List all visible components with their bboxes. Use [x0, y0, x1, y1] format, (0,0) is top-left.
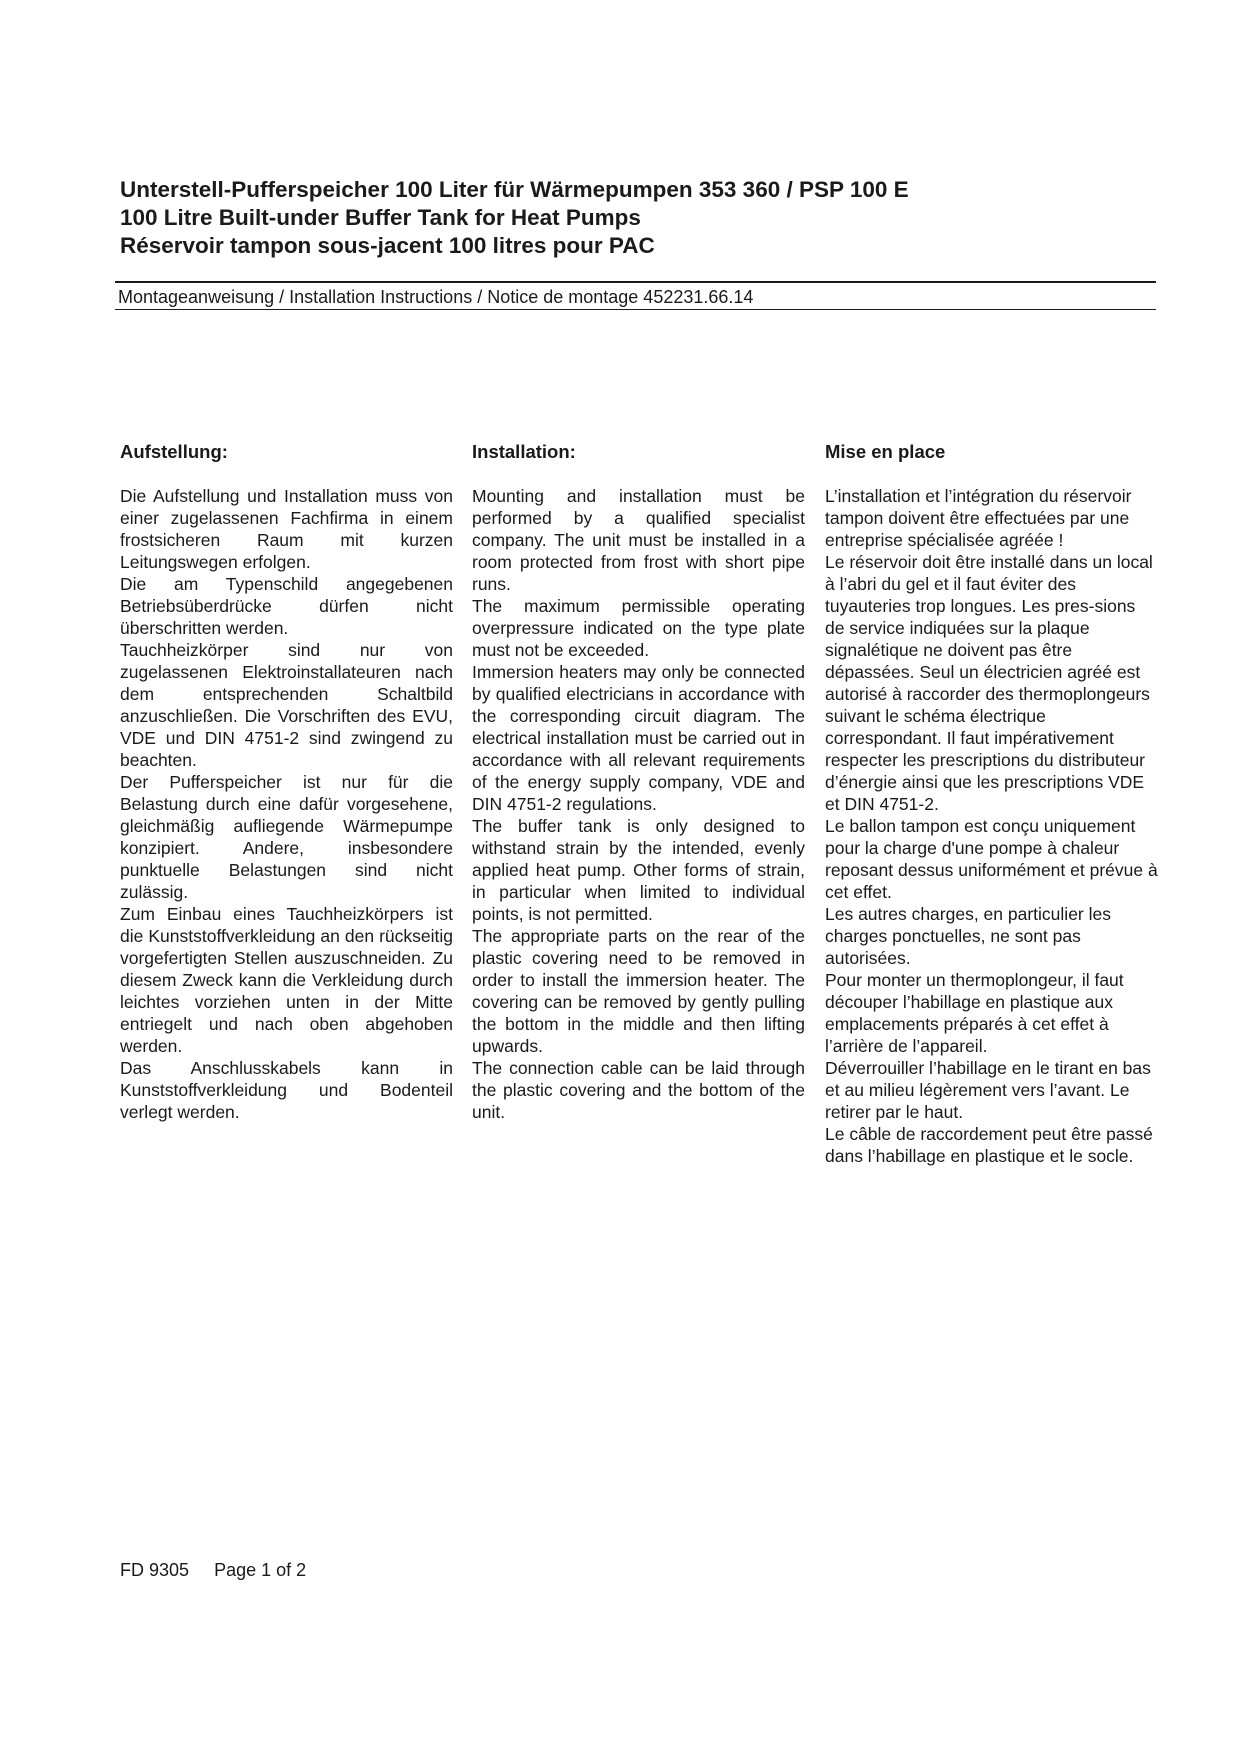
paragraph: The maximum permissible operating overpressure indicated on the type plate must not be exceeded.: [472, 596, 805, 660]
paragraph: Le ballon tampon est conçu uniquement pour la charge d'une pompe à chaleur reposant dessus uniformément et prévue à cet effet.: [825, 816, 1158, 902]
paragraph: The appropriate parts on the rear of the plastic covering need to be removed in order to install the immersion heater. The covering can be removed by gently pulling the bottom in the middle and then lifting upwards.: [472, 926, 805, 1056]
paragraph: Die am Typenschild angegebenen Betriebsüberdrücke dürfen nicht überschritten werden.: [120, 574, 453, 638]
document-title-block: [120, 176, 1150, 260]
title-french: Réservoir tampon sous-jacent 100 litres pour PAC: [120, 233, 655, 258]
page-footer: [120, 1559, 306, 1581]
paragraph: Le réservoir doit être installé dans un local à l’abri du gel et il faut éviter des tuyauteries trop longues. Les pres-sions de service indiquées sur la plaque signalétique ne doivent pas être dépassées. Seul un électricien agréé est autorisé à raccorder des thermoplongeurs suivant le schéma électrique correspondant. Il faut impérativement respecter les prescriptions du distributeur d’énergie ainsi que les prescriptions VDE et DIN 4751-2.: [825, 552, 1153, 814]
column-german-body: [120, 485, 453, 1123]
paragraph: Der Pufferspeicher ist nur für die Belastung durch eine dafür vorgesehene, gleichmäßig aufliegende Wärmepumpe konzipiert. Andere, insbesondere punktuelle Belastungen sind nicht zulässig.: [120, 772, 453, 902]
column-english-heading: Installation:: [472, 441, 576, 462]
title-english: 100 Litre Built-under Buffer Tank for Heat Pumps: [120, 205, 641, 230]
column-french-heading: Mise en place: [825, 441, 946, 462]
column-french-body: [825, 485, 1158, 1167]
paragraph: Die Aufstellung und Installation muss von einer zugelassenen Fachfirma in einem frostsicheren Raum mit kurzen Leitungswegen erfolgen.: [120, 486, 453, 572]
header-divider-top: [115, 281, 1156, 283]
column-french: [825, 441, 1158, 1167]
column-german-heading: Aufstellung:: [120, 441, 228, 462]
document-code: FD 9305: [120, 1560, 190, 1580]
column-english-body: [472, 485, 805, 1123]
document-subtitle: Montageanweisung / Installation Instructions / Notice de montage 452231.66.14: [118, 287, 754, 307]
column-english: [472, 441, 805, 1123]
paragraph: The buffer tank is only designed to withstand strain by the intended, evenly applied heat pump. Other forms of strain, in particular when limited to individual points, is not permitted.: [472, 816, 805, 924]
column-german: [120, 441, 453, 1123]
paragraph: Déverrouiller l’habillage en le tirant en bas et au milieu légèrement vers l’avant. Le retirer par le haut.: [825, 1058, 1151, 1122]
paragraph: Les autres charges, en particulier les charges ponctuelles, ne sont pas autorisées.: [825, 904, 1111, 968]
paragraph: The connection cable can be laid through the plastic covering and the bottom of the unit.: [472, 1058, 805, 1122]
paragraph: Zum Einbau eines Tauchheizkörpers ist die Kunststoffverkleidung an den rückseitig vorgefertigten Stellen auszuschneiden. Zu diesem Zweck kann die Verkleidung durch leichtes vorziehen unten in der Mitte entriegelt und nach oben abgehoben werden.: [120, 904, 453, 1056]
paragraph: L’installation et l’intégration du réservoir tampon doivent être effectuées par une entreprise spécialisée agréée !: [825, 486, 1132, 550]
paragraph: Le câble de raccordement peut être passé dans l’habillage en plastique et le socle.: [825, 1124, 1153, 1166]
paragraph: Tauchheizkörper sind nur von zugelassenen Elektroinstallateuren nach dem entsprechenden Schaltbild anzuschließen. Die Vorschriften des EVU, VDE und DIN 4751-2 sind zwingend zu beachten.: [120, 640, 453, 770]
header-divider-bottom: [115, 309, 1156, 310]
paragraph: Immersion heaters may only be connected by qualified electricians in accordance with the corresponding circuit diagram. The electrical installation must be carried out in accordance with all relevant requirements of the energy supply company, VDE and DIN 4751-2 regulations.: [472, 662, 805, 814]
title-german: Unterstell-Pufferspeicher 100 Liter für Wärmepumpen 353 360 / PSP 100 E: [120, 177, 909, 202]
paragraph: Das Anschlusskabels kann in Kunststoffverkleidung und Bodenteil verlegt werden.: [120, 1058, 453, 1122]
paragraph: Pour monter un thermoplongeur, il faut découper l’habillage en plastique aux emplacements préparés à cet effet à l’arrière de l’appareil.: [825, 970, 1124, 1056]
page-number: Page 1 of 2: [214, 1560, 307, 1580]
paragraph: Mounting and installation must be performed by a qualified specialist company. The unit must be installed in a room protected from frost with short pipe runs.: [472, 486, 805, 594]
